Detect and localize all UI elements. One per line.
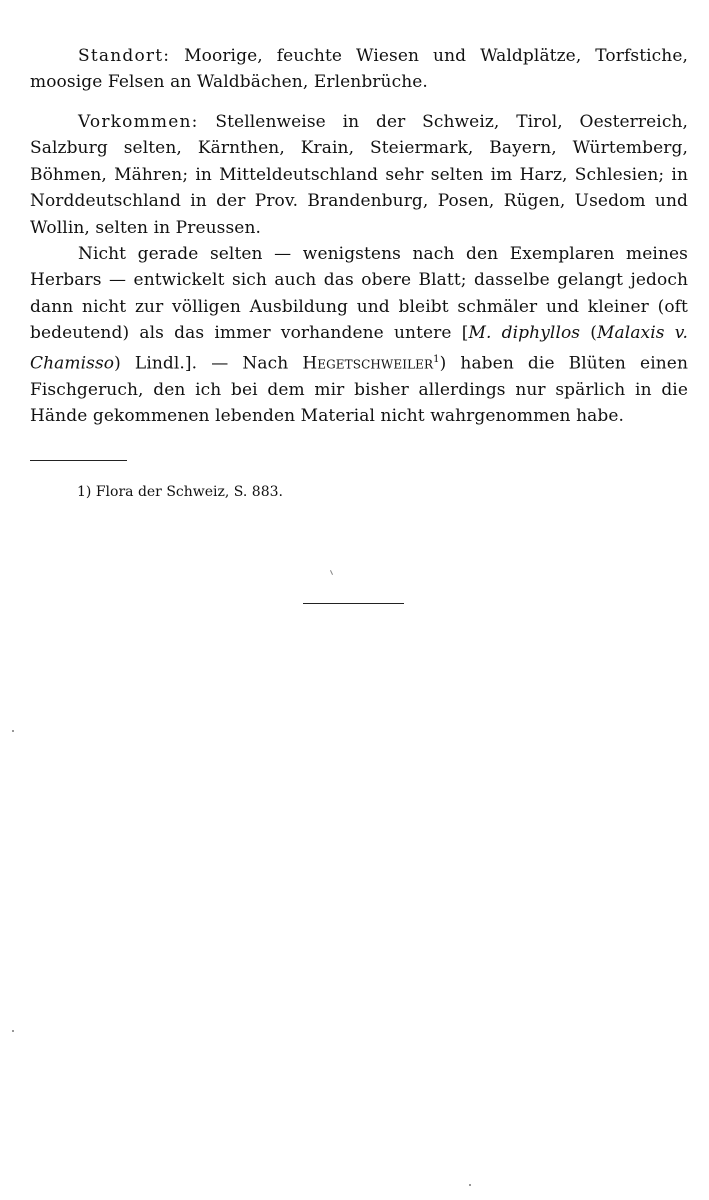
- printing-mark: [330, 570, 333, 575]
- observation-text-4: ) haben die Blüten einen Fischgeruch, den ich bei dem mir bisher allerdings nur spärlich in die Hände gekommenen lebenden Material nicht wahrgenommen habe.: [30, 353, 688, 427]
- standort-heading: Standort:: [78, 46, 171, 66]
- paragraph-observation: [30, 241, 688, 430]
- paragraph-vorkommen: [30, 109, 688, 241]
- observation-text-2: (: [580, 323, 598, 344]
- synonym-italic: Malaxis v. Chamisso: [30, 323, 688, 374]
- vorkommen-heading: Vorkommen:: [78, 112, 199, 132]
- species-name-italic: M. diphyllos: [468, 323, 581, 344]
- paper-speck: [12, 730, 14, 732]
- footnote-separator: [30, 460, 127, 461]
- footnote: [77, 482, 283, 502]
- vorkommen-text: Stellenweise in der Schweiz, Tirol, Oesterreich, Salzburg selten, Kärnthen, Krain, Steiermark, Bayern, Würtemberg, Böhmen, Mähren; in Mitteldeutschland sehr selten im Harz, Schlesien; in Norddeutschland in der Prov. Brandenburg, Posen, Rügen, Usedom und Wollin, selten in Preussen.: [30, 112, 688, 238]
- paper-speck: [12, 1030, 14, 1032]
- end-rule: [303, 603, 404, 604]
- standort-text: Moorige, feuchte Wiesen und Waldplätze, Torfstiche, moosige Felsen an Waldbächen, Erlenbrüche.: [30, 46, 688, 93]
- observation-text-1: Nicht gerade selten — wenigstens nach den Exemplaren meines Herbars — entwickelt sich auch das obere Blatt; dasselbe gelangt jedoch dann nicht zur völligen Ausbildung und bleibt schmäler und kleiner (oft bedeutend) als das immer vorhandene untere [: [30, 244, 688, 344]
- footnote-text: Flora der Schweiz, S. 883.: [95, 484, 283, 500]
- author-name: Hegetschweiler: [302, 353, 434, 374]
- footnote-reference: 1: [433, 353, 440, 365]
- paper-speck: [469, 1184, 471, 1186]
- paragraph-standort: [30, 43, 688, 96]
- observation-text-3: ) Lindl.]. — Nach: [114, 353, 303, 374]
- footnote-marker: 1): [77, 484, 92, 500]
